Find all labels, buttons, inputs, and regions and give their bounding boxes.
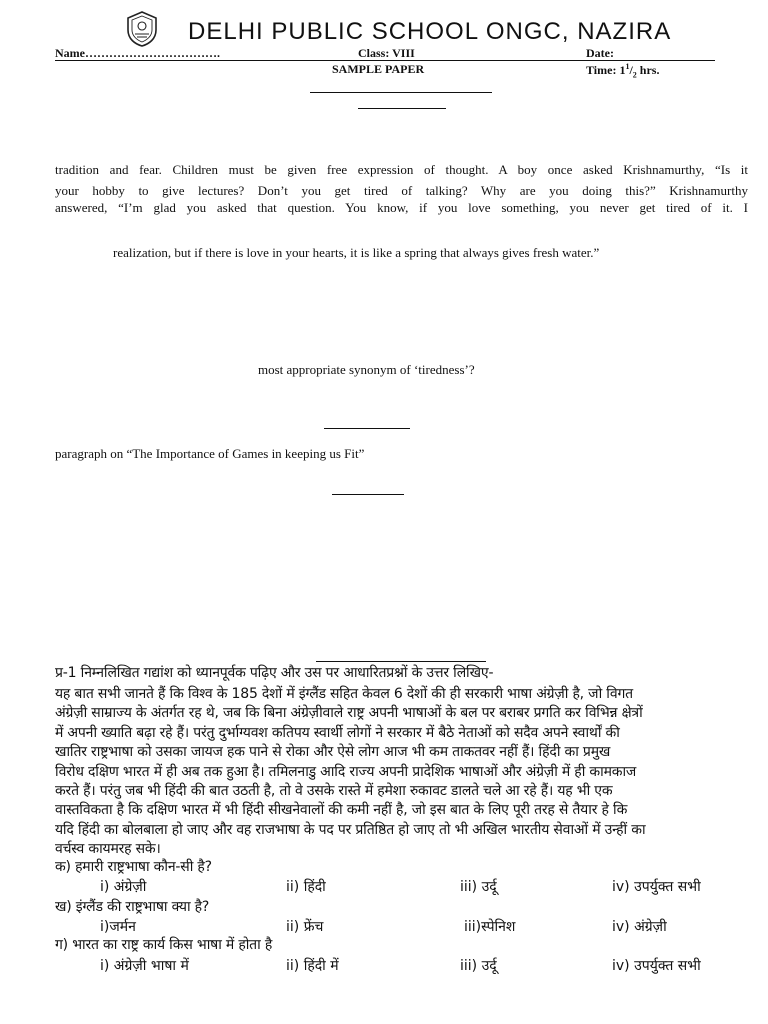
class-label: Class: VIII <box>358 46 415 60</box>
paper-type: SAMPLE PAPER <box>332 62 425 76</box>
passage-line: realization, but if there is love in your hearts, it is like a spring that always gives fresh water.” <box>113 245 600 260</box>
synonym-question: most appropriate synonym of ‘tiredness’? <box>258 362 475 377</box>
hindi-passage-line: खातिर राष्ट्रभाषा को उसका जायज हक पाने से रोका और ऐसे लोग आज भी कम ताकतवर नहीं हैं। हिंदी का प्रमुख <box>55 744 611 761</box>
date-label: Date: <box>586 46 614 60</box>
option-iv: iv) उपर्युक्त सभी <box>612 958 701 974</box>
option-i: i)जर्मन <box>100 919 136 935</box>
option-ii: ii) हिंदी <box>286 879 326 895</box>
hindi-passage-line: विरोध दक्षिण भारत में ही अब तक हुआ है। तमिलनाडु आदि राज्य अपनी प्रादेशिक भाषाओं और अंग्रेज़ी में ही कामकाज <box>55 763 637 780</box>
option-iii: iii)स्पेनिश <box>464 919 516 935</box>
time-label: Time: $1^1/_2$ hrs. <box>586 62 660 80</box>
hindi-question: ग) भारत का राष्ट्र कार्य किस भाषा में होता है <box>55 937 273 953</box>
school-name: DELHI PUBLIC SCHOOL ONGC, NAZIRA <box>188 18 672 45</box>
header-underline <box>55 60 715 61</box>
hindi-passage-line: वास्तविकता है कि दक्षिण भारत में भी हिंदी सीखनेवालों की कमी नहीं है, जो इस बात के लिए पूरी तरह से तैयार हे कि <box>55 802 628 819</box>
option-i: i) अंग्रेज़ी <box>100 879 147 895</box>
hindi-passage-line: में अपनी ख्याति बढ़ा रहे हैं। परंतु दुर्भाग्यवश कतिपय स्वार्थी लोगों ने सरकार में बैठे नेताओं को सदैव अपने स्वार्थों की <box>55 724 620 741</box>
hindi-instruction: प्र-1 निम्नलिखित गद्यांश को ध्यानपूर्वक पढ़िए और उस पर आधारितप्रश्नों के उत्तर लिखिए- <box>55 665 494 681</box>
divider-line <box>332 494 404 495</box>
option-ii: ii) हिंदी में <box>286 958 339 974</box>
divider-line <box>324 428 410 429</box>
option-iii: iii) उर्दू <box>460 958 497 974</box>
divider-line <box>310 92 492 93</box>
passage-line: answered, “I’m glad you asked that question. You know, if you love something, you never get tired of it. I <box>55 200 748 215</box>
paragraph-question: paragraph on “The Importance of Games in keeping us Fit” <box>55 446 365 461</box>
hindi-passage-line: अंग्रेज़ी साम्राज्य के अंतर्गत रह थे, जब कि बिना अंग्रेज़ीवाले राष्ट्र अपनी भाषाओं के बल पर बराबर प्रगति कर विभिन्न क्षेत्रों <box>55 705 643 722</box>
option-iv: iv) अंग्रेज़ी <box>612 919 667 935</box>
hindi-passage <box>55 684 645 859</box>
name-field: Name……………………………. <box>55 46 220 60</box>
passage-line: your hobby to give lectures? Don’t you get tired of talking? Why are you doing this?” Krishnamurthy <box>55 183 748 198</box>
school-logo-icon <box>124 10 160 48</box>
hindi-question: ख) इंग्लैंड की राष्ट्रभाषा क्या है? <box>55 899 210 915</box>
hindi-passage-line: यह बात सभी जानते हैं कि विश्व के 185 देशों में इंग्लैंड सहित केवल 6 देशों की ही सरकारी भाषा अंग्रेज़ी है, जो विगत <box>55 686 633 702</box>
option-iii: iii) उर्दू <box>460 879 497 895</box>
hindi-question: क) हमारी राष्ट्रभाषा कौन-सी है? <box>55 859 212 875</box>
divider-line <box>358 108 446 109</box>
divider-line <box>316 661 486 662</box>
hindi-passage-line: यदि हिंदी का बोलबाला हो जाए और वह राजभाषा के पद पर प्रतिष्ठित हो जाए तो भी अखिल भारतीय सेवाओं में उन्हीं का <box>55 821 646 838</box>
option-i: i) अंग्रेज़ी भाषा में <box>100 958 189 974</box>
hindi-passage-line: वर्चस्व कायमरह सके। <box>55 841 161 858</box>
option-ii: ii) फ्रेंच <box>286 919 324 935</box>
hindi-passage-line: करते हैं। परंतु जब भी हिंदी की बात उठती है, तो वे उसके रास्ते में हमेशा रुकावट डालते चले आ रहे हैं। यह भी एक <box>55 782 613 799</box>
passage-line: tradition and fear. Children must be given free expression of thought. A boy once asked Krishnamurthy, “Is it <box>55 162 748 177</box>
option-iv: iv) उपर्युक्त सभी <box>612 879 701 895</box>
